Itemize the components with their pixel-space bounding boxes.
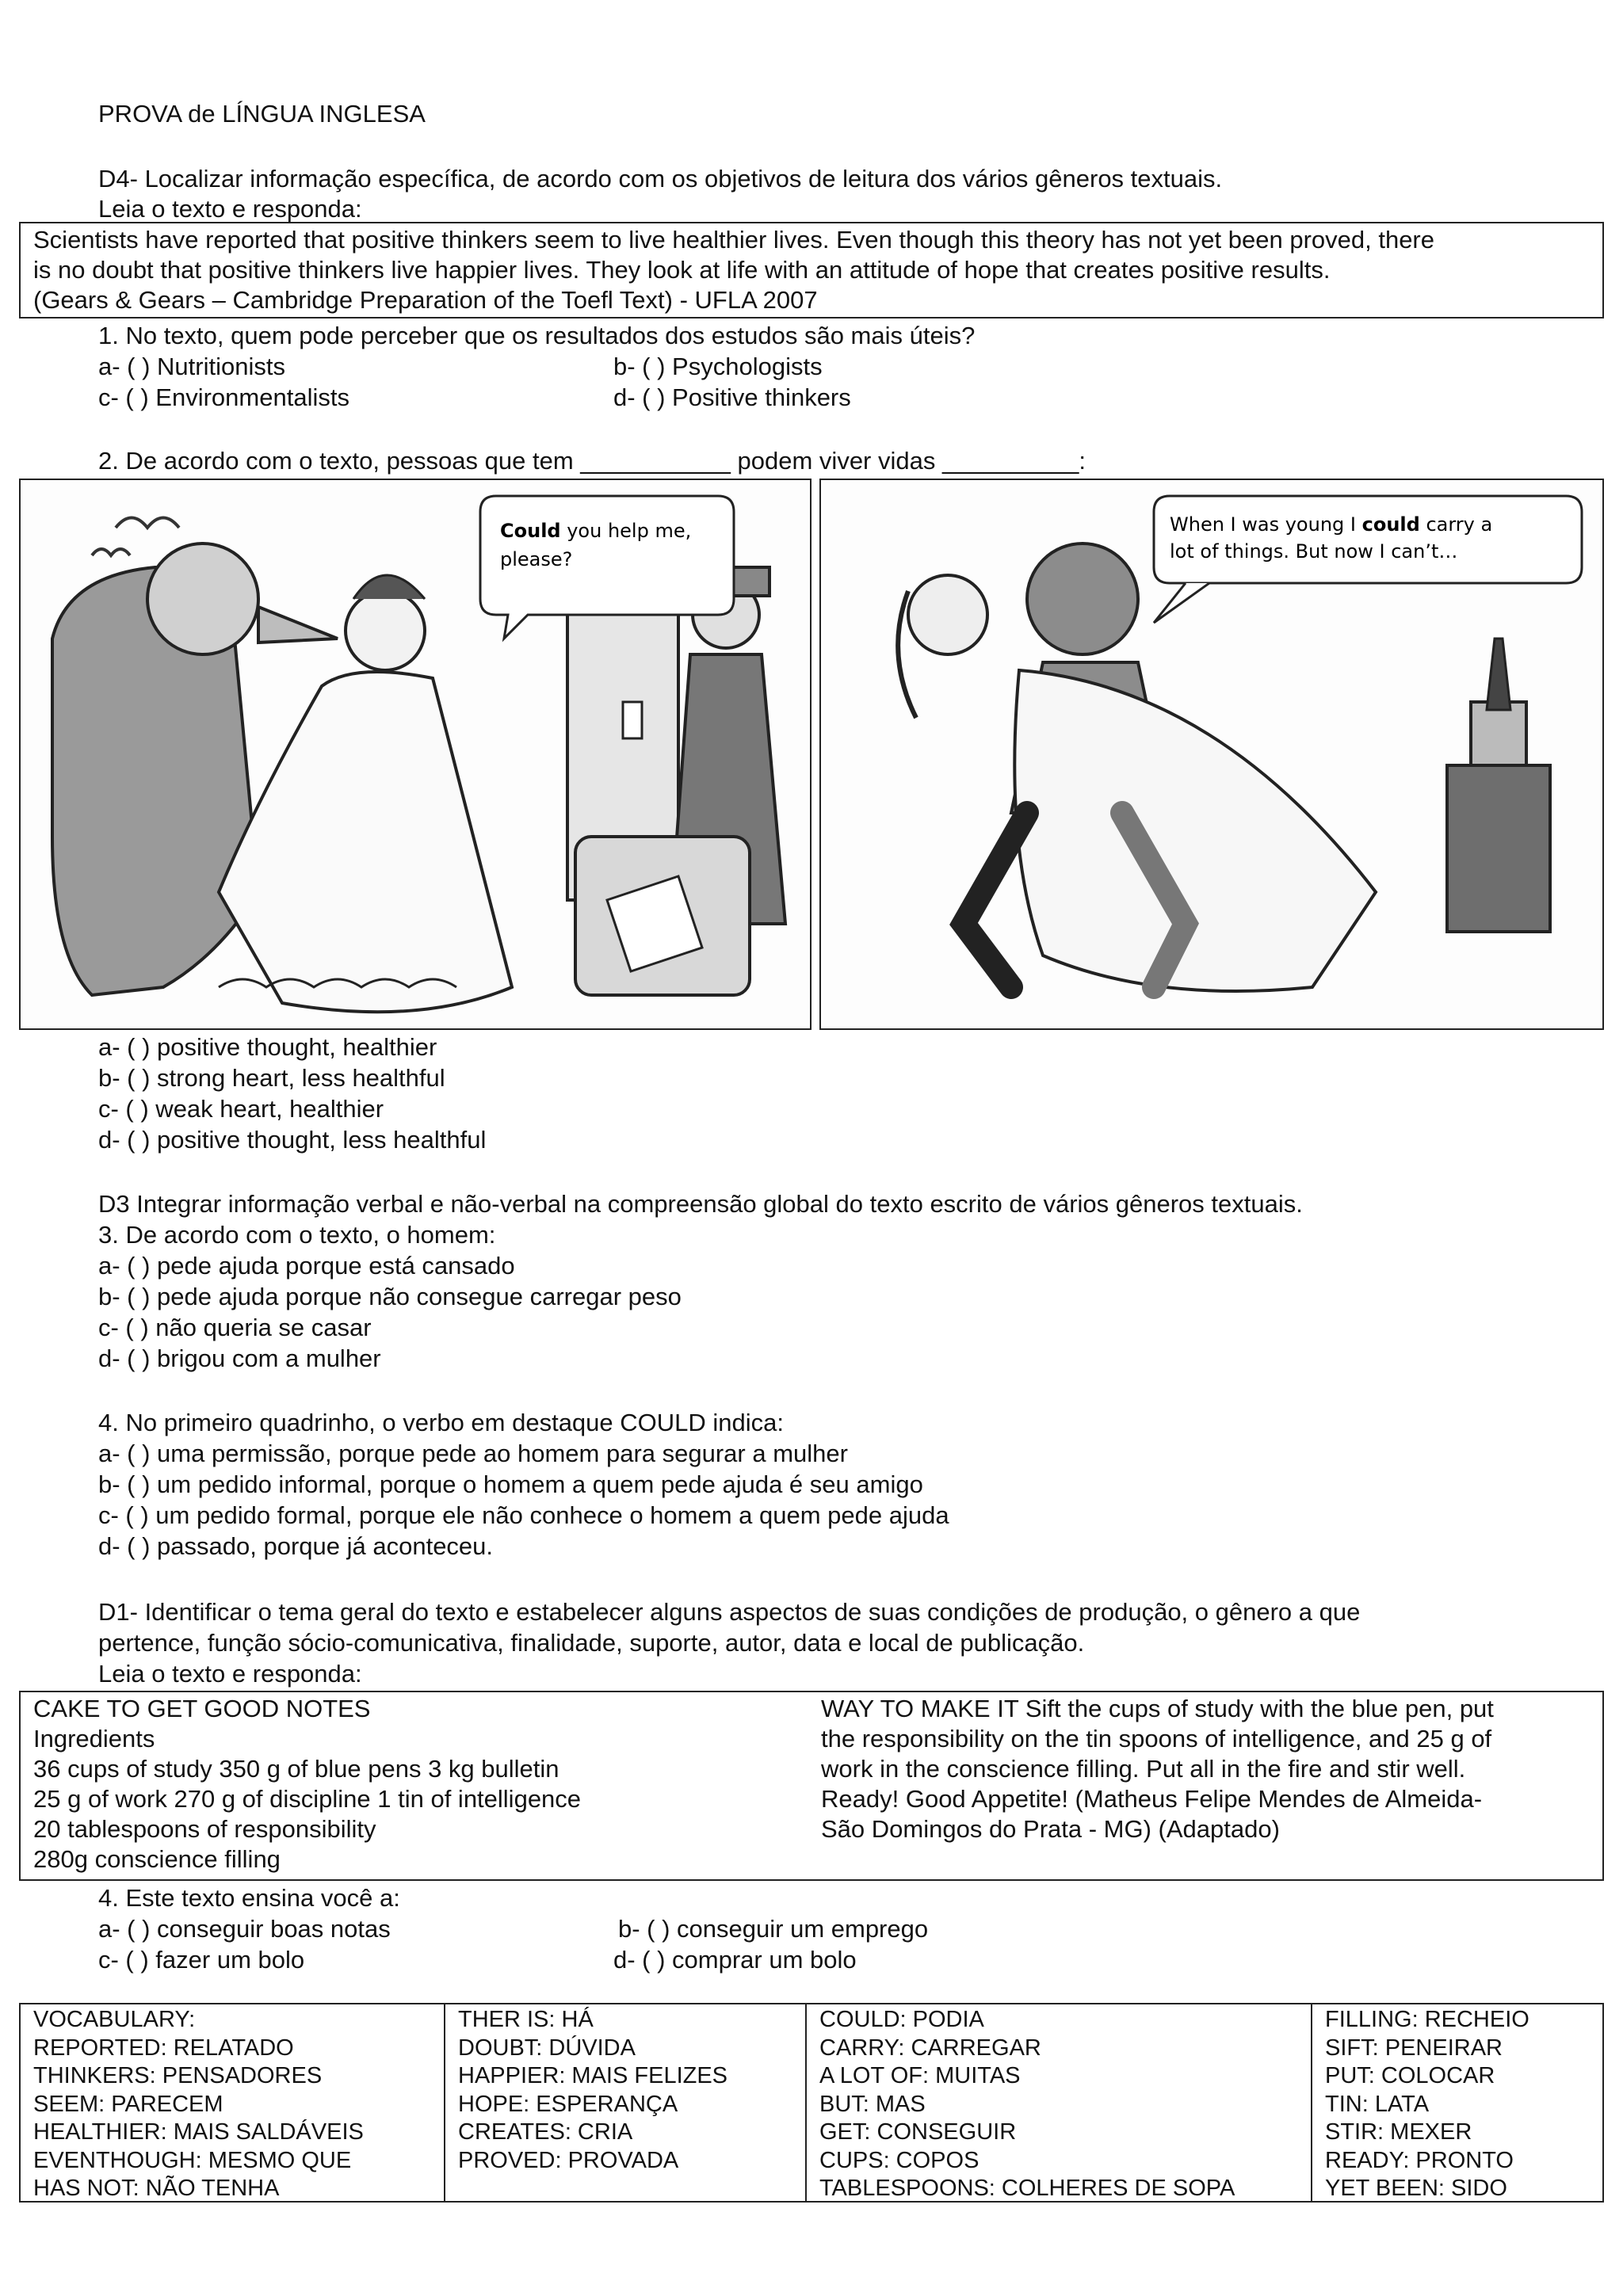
vocabulary-entry: CARRY: CARREGAR bbox=[819, 2035, 1041, 2061]
q1-option-b[interactable]: b- ( ) Psychologists bbox=[613, 353, 823, 380]
instruction-d1: Leia o texto e responda: bbox=[98, 1660, 362, 1688]
recipe-method bbox=[821, 1694, 1494, 1844]
vocabulary-entry: SEEM: PARECEM bbox=[33, 2091, 223, 2117]
question-2: 2. De acordo com o texto, pessoas que tem ___________ podem viver vidas __________: bbox=[98, 447, 1086, 475]
recipe-line: 20 tablespoons of responsibility bbox=[33, 1815, 376, 1843]
vocabulary-entry: DOUBT: DÚVIDA bbox=[458, 2035, 636, 2061]
vocabulary-entry: SIFT: PENEIRAR bbox=[1325, 2035, 1503, 2061]
question-5: 4. Este texto ensina você a: bbox=[98, 1884, 400, 1912]
recipe-line: WAY TO MAKE IT Sift the cups of study with the blue pen, put bbox=[821, 1695, 1494, 1722]
recipe-line: Ingredients bbox=[33, 1725, 155, 1753]
vocabulary-entry: HEALTHIER: MAIS SALDÁVEIS bbox=[33, 2119, 364, 2145]
q4-option-d[interactable]: d- ( ) passado, porque já aconteceu. bbox=[98, 1532, 494, 1560]
recipe-line: Ready! Good Appetite! (Matheus Felipe Mendes de Almeida- bbox=[821, 1785, 1483, 1813]
descriptor-d1-line1: D1- Identificar o tema geral do texto e estabelecer alguns aspectos de suas condições de produção, o gênero a que bbox=[98, 1598, 1361, 1626]
vocabulary-entry: HAPPIER: MAIS FELIZES bbox=[458, 2063, 728, 2088]
page-title: PROVA de LÍNGUA INGLESA bbox=[98, 100, 426, 128]
vocabulary-entry: READY: PRONTO bbox=[1325, 2147, 1514, 2173]
vocabulary-entry: TABLESPOONS: COLHERES DE SOPA bbox=[819, 2176, 1235, 2201]
vocabulary-entry: STIR: MEXER bbox=[1325, 2119, 1472, 2145]
reading-text-box bbox=[19, 222, 1604, 318]
reading-text-line: is no doubt that positive thinkers live happier lives. They look at life with an attitude of hope that creates positive results. bbox=[33, 256, 1331, 284]
q5-option-b[interactable]: b- ( ) conseguir um emprego bbox=[618, 1915, 929, 1943]
vocabulary-column-4 bbox=[1312, 2004, 1602, 2201]
speech-bubble-1-line2: please? bbox=[500, 548, 573, 570]
q3-option-a[interactable]: a- ( ) pede ajuda porque está cansado bbox=[98, 1252, 515, 1280]
comic-panel-1 bbox=[19, 479, 812, 1030]
vocabulary-table bbox=[19, 2003, 1604, 2203]
vocabulary-entry: CREATES: CRIA bbox=[458, 2119, 633, 2145]
speech-bubble-2-line2: lot of things. But now I can’t… bbox=[1170, 540, 1458, 563]
q2-option-b[interactable]: b- ( ) strong heart, less healthful bbox=[98, 1064, 445, 1092]
recipe-ingredients bbox=[33, 1694, 581, 1875]
vocabulary-entry: FILLING: RECHEIO bbox=[1325, 2007, 1529, 2032]
vocabulary-entry: COULD: PODIA bbox=[819, 2007, 984, 2032]
q4-option-a[interactable]: a- ( ) uma permissão, porque pede ao homem para segurar a mulher bbox=[98, 1440, 848, 1467]
q3-option-d[interactable]: d- ( ) brigou com a mulher bbox=[98, 1344, 381, 1372]
recipe-line: the responsibility on the tin spoons of intelligence, and 25 g of bbox=[821, 1725, 1492, 1753]
vocabulary-column-3 bbox=[807, 2004, 1312, 2201]
question-3: 3. De acordo com o texto, o homem: bbox=[98, 1221, 496, 1249]
q4-option-b[interactable]: b- ( ) um pedido informal, porque o homem a quem pede ajuda é seu amigo bbox=[98, 1470, 923, 1498]
recipe-box bbox=[19, 1691, 1604, 1881]
q1-option-a[interactable]: a- ( ) Nutritionists bbox=[98, 353, 285, 380]
q2-option-a[interactable]: a- ( ) positive thought, healthier bbox=[98, 1033, 437, 1061]
recipe-line: CAKE TO GET GOOD NOTES bbox=[33, 1695, 371, 1722]
descriptor-d3: D3 Integrar informação verbal e não-verbal na compreensão global do texto escrito de vários gêneros textuais. bbox=[98, 1190, 1303, 1218]
q2-option-c[interactable]: c- ( ) weak heart, healthier bbox=[98, 1095, 384, 1123]
comic-illustration-2 bbox=[821, 480, 1604, 1030]
vocabulary-entry: PUT: COLOCAR bbox=[1325, 2063, 1495, 2088]
vocabulary-entry: PROVED: PROVADA bbox=[458, 2147, 679, 2173]
instruction-d4: Leia o texto e responda: bbox=[98, 195, 362, 223]
vocabulary-entry: TIN: LATA bbox=[1325, 2091, 1430, 2117]
q5-option-a[interactable]: a- ( ) conseguir boas notas bbox=[98, 1915, 391, 1943]
vocabulary-entry: YET BEEN: SIDO bbox=[1325, 2176, 1507, 2201]
comic-panel-2 bbox=[819, 479, 1604, 1030]
reading-text-line: Scientists have reported that positive thinkers seem to live healthier lives. Even though this theory has not yet been proved, there bbox=[33, 226, 1434, 254]
comic-illustration-1 bbox=[21, 480, 812, 1030]
recipe-line: work in the conscience filling. Put all in the fire and stir well. bbox=[821, 1755, 1466, 1783]
q5-option-d[interactable]: d- ( ) comprar um bolo bbox=[613, 1946, 857, 1974]
recipe-line: 25 g of work 270 g of discipline 1 tin of intelligence bbox=[33, 1785, 582, 1813]
vocabulary-entry: REPORTED: RELATADO bbox=[33, 2035, 294, 2061]
recipe-line: 280g conscience filling bbox=[33, 1845, 281, 1873]
q1-option-d[interactable]: d- ( ) Positive thinkers bbox=[613, 383, 851, 411]
vocabulary-entry: A LOT OF: MUITAS bbox=[819, 2063, 1021, 2088]
question-4: 4. No primeiro quadrinho, o verbo em destaque COULD indica: bbox=[98, 1409, 785, 1436]
q4-option-c[interactable]: c- ( ) um pedido formal, porque ele não conhece o homem a quem pede ajuda bbox=[98, 1501, 949, 1529]
vocabulary-column-2 bbox=[445, 2004, 807, 2201]
q1-option-c[interactable]: c- ( ) Environmentalists bbox=[98, 383, 349, 411]
vocabulary-entry: VOCABULARY: bbox=[33, 2007, 196, 2032]
vocabulary-column-1 bbox=[21, 2004, 445, 2201]
question-1: 1. No texto, quem pode perceber que os resultados dos estudos são mais úteis? bbox=[98, 322, 976, 349]
q5-option-c[interactable]: c- ( ) fazer um bolo bbox=[98, 1946, 305, 1974]
recipe-line: 36 cups of study 350 g of blue pens 3 kg bulletin bbox=[33, 1755, 559, 1783]
vocabulary-entry: EVENTHOUGH: MESMO QUE bbox=[33, 2147, 352, 2173]
descriptor-d4: D4- Localizar informação específica, de acordo com os objetivos de leitura dos vários gêneros textuais. bbox=[98, 165, 1223, 193]
vocabulary-entry: THER IS: HÁ bbox=[458, 2007, 594, 2032]
speech-bubble-2-line1: When I was young I could carry a bbox=[1170, 513, 1493, 536]
vocabulary-entry: BUT: MAS bbox=[819, 2091, 926, 2117]
vocabulary-entry: HOPE: ESPERANÇA bbox=[458, 2091, 678, 2117]
q2-option-d[interactable]: d- ( ) positive thought, less healthful bbox=[98, 1126, 487, 1154]
descriptor-d1-line2: pertence, função sócio-comunicativa, finalidade, suporte, autor, data e local de publicação. bbox=[98, 1629, 1085, 1657]
reading-text-line: (Gears & Gears – Cambridge Preparation of the Toefl Text) - UFLA 2007 bbox=[33, 286, 818, 314]
vocabulary-entry: CUPS: COPOS bbox=[819, 2147, 980, 2173]
vocabulary-entry: GET: CONSEGUIR bbox=[819, 2119, 1017, 2145]
vocabulary-entry: HAS NOT: NÃO TENHA bbox=[33, 2176, 280, 2201]
recipe-line: São Domingos do Prata - MG) (Adaptado) bbox=[821, 1815, 1280, 1843]
q3-option-b[interactable]: b- ( ) pede ajuda porque não consegue carregar peso bbox=[98, 1283, 682, 1310]
speech-bubble-1-line1: Could you help me, bbox=[500, 520, 692, 542]
vocabulary-entry: THINKERS: PENSADORES bbox=[33, 2063, 323, 2088]
q3-option-c[interactable]: c- ( ) não queria se casar bbox=[98, 1314, 372, 1341]
